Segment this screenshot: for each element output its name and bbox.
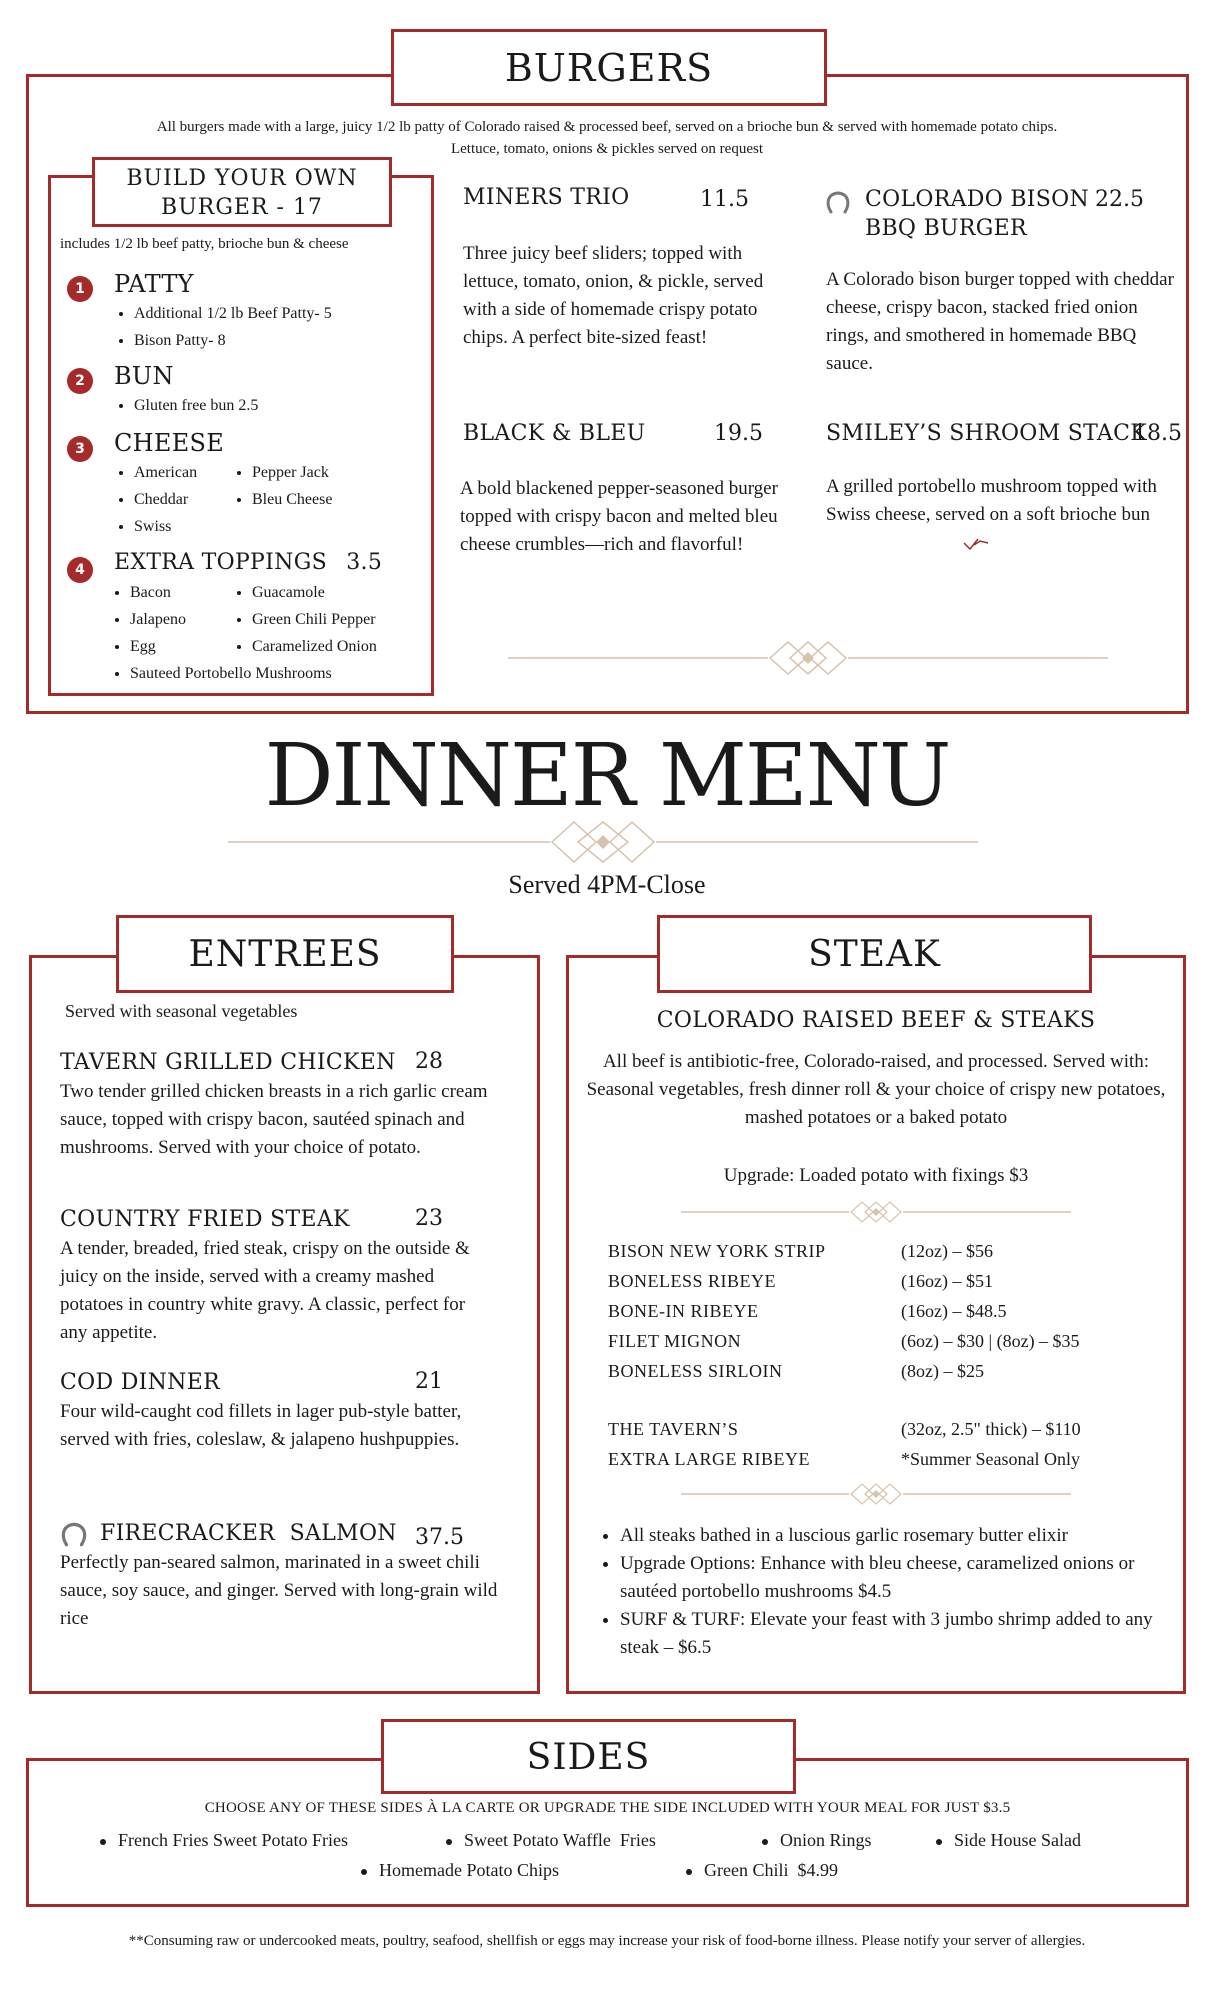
shroom-desc: A grilled portobello mushroom topped with Swiss cheese, served on a soft brioche bun bbox=[826, 476, 1157, 525]
list-item: • Cheddar bbox=[134, 486, 197, 513]
side-item: French Fries Sweet Potato Fries bbox=[118, 1830, 348, 1850]
steak-subtitle: COLORADO RAISED BEEF & STEAKS bbox=[656, 1008, 1096, 1033]
list-item bbox=[361, 1855, 559, 1885]
step-number-2: 2 bbox=[67, 368, 93, 394]
burgers-intro-line2: Lettuce, tomato, onions & pickles served on request bbox=[450, 141, 763, 157]
step-number-1: 1 bbox=[67, 276, 93, 302]
steak-title: STEAK bbox=[657, 915, 1092, 993]
table-row bbox=[608, 1444, 1168, 1474]
entree-desc: A tender, breaded, fried steak, crispy on the outside & juicy on the inside, served with a creamy mashed potatoes in country white gravy. A classic, perfect for any appetite. bbox=[60, 1238, 470, 1343]
miners-name: MINERS TRIO bbox=[463, 185, 630, 210]
byo-title-line2: BURGER - 17 bbox=[161, 195, 323, 220]
list-item: • SURF & TURF: Elevate your feast with 3 jumbo shrimp added to any steak – $6.5 bbox=[620, 1606, 1180, 1662]
entrees-note: Served with seasonal vegetables bbox=[65, 1001, 298, 1021]
shroom-name: SMILEY’S SHROOM STACK bbox=[826, 421, 1147, 446]
list-item: • All steaks bathed in a luscious garlic rosemary butter elixir bbox=[620, 1522, 1180, 1550]
list-item: • Egg bbox=[130, 633, 332, 660]
cut-price: (16oz) – $51 bbox=[901, 1271, 993, 1291]
entree-price: 28 bbox=[415, 1049, 443, 1074]
table-row bbox=[608, 1356, 1168, 1386]
list-item: • Swiss bbox=[134, 513, 197, 540]
step-number-4: 4 bbox=[67, 557, 93, 583]
list-item: • Bleu Cheese bbox=[252, 486, 332, 513]
cut-name: BISON NEW YORK STRIP bbox=[608, 1241, 826, 1261]
blackbleu-price: 19.5 bbox=[714, 421, 763, 446]
bullet-dot bbox=[762, 1839, 768, 1845]
list-item: • Jalapeno bbox=[130, 606, 332, 633]
table-row bbox=[608, 1236, 1168, 1266]
bun-list bbox=[114, 392, 258, 419]
dinner-title: DINNER MENU bbox=[264, 726, 950, 826]
entree-price: 23 bbox=[415, 1206, 443, 1231]
blackbleu-desc: A bold blackened pepper-seasoned burger topped with crispy bacon and melted bleu cheese crumbles—rich and flavorful! bbox=[460, 478, 778, 555]
cut-name: EXTRA LARGE RIBEYE bbox=[608, 1449, 810, 1469]
table-row bbox=[608, 1296, 1168, 1326]
patty-label: PATTY bbox=[114, 270, 194, 298]
entree-name: FIRECRACKER SALMON bbox=[100, 1521, 397, 1546]
cut-name: BONELESS RIBEYE bbox=[608, 1271, 777, 1291]
bison-price: 22.5 bbox=[1095, 187, 1144, 212]
list-item: • Guacamole bbox=[252, 579, 377, 606]
cut-name: BONELESS SIRLOIN bbox=[608, 1361, 783, 1381]
byo-title bbox=[92, 157, 392, 227]
entree-name: COUNTRY FRIED STEAK bbox=[60, 1207, 350, 1232]
cut-price: (32oz, 2.5" thick) – $110 bbox=[901, 1419, 1081, 1439]
list-item: • Pepper Jack bbox=[252, 459, 332, 486]
seasonal-note: *Summer Seasonal Only bbox=[901, 1449, 1080, 1469]
cheese-list-col2 bbox=[232, 459, 332, 513]
burgers-title: BURGERS bbox=[391, 29, 827, 106]
diamond-ornament-icon bbox=[681, 1482, 1071, 1511]
bullet-dot bbox=[446, 1839, 452, 1845]
list-item bbox=[446, 1825, 656, 1855]
steak-intro: All beef is antibiotic-free, Colorado-raised, and processed. Served with: Seasonal vegetables, fresh dinner roll & your choice of crispy new potatoes, mashed potatoes or a baked potato bbox=[586, 1051, 1166, 1128]
cut-price: (16oz) – $48.5 bbox=[901, 1301, 1007, 1321]
list-item: • Bison Patty- 8 bbox=[134, 327, 332, 354]
burgers-intro bbox=[40, 116, 1174, 160]
steak-bullets bbox=[600, 1522, 1180, 1662]
sides-title: SIDES bbox=[381, 1719, 796, 1794]
cut-name: FILET MIGNON bbox=[608, 1331, 742, 1351]
served-time: Served 4PM-Close bbox=[508, 870, 706, 899]
bison-name-line2: BBQ BURGER bbox=[865, 216, 1027, 241]
byo-includes: includes 1/2 lb beef patty, brioche bun & cheese bbox=[60, 236, 349, 252]
list-item bbox=[936, 1825, 1081, 1855]
list-item: • Upgrade Options: Enhance with bleu cheese, caramelized onions or sautéed portobello mushrooms $4.5 bbox=[620, 1550, 1180, 1606]
entree-price: 37.5 bbox=[415, 1525, 464, 1550]
list-item: • Additional 1/2 lb Beef Patty- 5 bbox=[134, 300, 332, 327]
side-item: Green Chili $4.99 bbox=[704, 1860, 838, 1880]
diamond-ornament-icon bbox=[508, 640, 1108, 681]
bison-desc: A Colorado bison burger topped with cheddar cheese, crispy bacon, stacked fried onion rings, and smothered in homemade BBQ sauce. bbox=[826, 269, 1174, 374]
side-item: Onion Rings bbox=[780, 1830, 872, 1850]
entree-name: TAVERN GRILLED CHICKEN bbox=[60, 1050, 396, 1075]
horseshoe-icon bbox=[824, 188, 852, 221]
entree-desc: Two tender grilled chicken breasts in a rich garlic cream sauce, topped with crispy bacon, sautéed spinach and mushrooms. Served with your choice of potato. bbox=[60, 1081, 488, 1158]
steak-upgrade: Upgrade: Loaded potato with fixings $3 bbox=[723, 1165, 1029, 1186]
bison-name bbox=[865, 185, 1089, 243]
bullet-dot bbox=[936, 1839, 942, 1845]
step-number-3: 3 bbox=[67, 436, 93, 462]
check-scribble-icon bbox=[962, 535, 990, 556]
bison-name-line1: COLORADO BISON bbox=[865, 187, 1090, 212]
shroom-price: 18.5 bbox=[1133, 421, 1182, 446]
cut-name: BONE-IN RIBEYE bbox=[608, 1301, 759, 1321]
cut-price: (6oz) – $30 | (8oz) – $35 bbox=[901, 1331, 1080, 1351]
list-item bbox=[686, 1855, 838, 1885]
side-item: Homemade Potato Chips bbox=[379, 1860, 559, 1880]
burgers-intro-line1: All burgers made with a large, juicy 1/2 lb patty of Colorado raised & processed beef, served on a brioche bun & served with homemade potato chips. bbox=[156, 119, 1058, 135]
allergy-disclaimer: **Consuming raw or undercooked meats, poultry, seafood, shellfish or eggs may increase your risk of food-borne illness. Please notify your server of allergies. bbox=[128, 1933, 1086, 1949]
miners-price: 11.5 bbox=[700, 187, 749, 212]
diamond-ornament-icon bbox=[681, 1200, 1071, 1229]
table-row bbox=[608, 1414, 1168, 1444]
cut-name: THE TAVERN’S bbox=[608, 1419, 739, 1439]
cheese-label: CHEESE bbox=[114, 429, 225, 457]
blackbleu-name: BLACK & BLEU bbox=[463, 421, 646, 446]
list-item: • Bacon bbox=[130, 579, 332, 606]
toppings-label bbox=[114, 550, 382, 575]
table-row bbox=[608, 1326, 1168, 1356]
list-item: • Sauteed Portobello Mushrooms bbox=[130, 660, 332, 687]
list-item: • Gluten free bun 2.5 bbox=[134, 392, 258, 419]
entree-desc: Four wild-caught cod fillets in lager pub-style batter, served with fries, coleslaw, & jalapeno hushpuppies. bbox=[60, 1401, 462, 1450]
steak-cuts-table bbox=[608, 1236, 1168, 1386]
toppings-label-text: EXTRA TOPPINGS bbox=[114, 550, 327, 575]
list-item: • Caramelized Onion bbox=[252, 633, 377, 660]
patty-list bbox=[114, 300, 332, 354]
list-item: • American bbox=[134, 459, 197, 486]
side-item: Sweet Potato Waffle Fries bbox=[464, 1830, 656, 1850]
entree-desc: Perfectly pan-seared salmon, marinated in a sweet chili sauce, soy sauce, and ginger. Served with long-grain wild rice bbox=[60, 1552, 498, 1629]
list-item: • Green Chili Pepper bbox=[252, 606, 377, 633]
cut-price: (8oz) – $25 bbox=[901, 1361, 984, 1381]
entree-price: 21 bbox=[415, 1369, 443, 1394]
miners-desc: Three juicy beef sliders; topped with lettuce, tomato, onion, & pickle, served with a side of homemade crispy potato chips. A perfect bite-sized feast! bbox=[463, 243, 764, 348]
tavern-ribeye bbox=[608, 1414, 1168, 1474]
toppings-price: 3.5 bbox=[346, 550, 383, 575]
bullet-dot bbox=[686, 1869, 692, 1875]
toppings-list-col2 bbox=[232, 579, 377, 660]
entree-name: COD DINNER bbox=[60, 1370, 220, 1395]
sides-note: CHOOSE ANY OF THESE SIDES À LA CARTE OR UPGRADE THE SIDE INCLUDED WITH YOUR MEAL FOR JUST $3.5 bbox=[204, 1800, 1011, 1816]
diamond-ornament-icon bbox=[228, 820, 978, 869]
list-item bbox=[100, 1825, 348, 1855]
side-item: Side House Salad bbox=[954, 1830, 1081, 1850]
byo-title-line1: BUILD YOUR OWN bbox=[126, 166, 358, 191]
cut-price: (12oz) – $56 bbox=[901, 1241, 993, 1261]
bun-label: BUN bbox=[114, 362, 174, 390]
bullet-dot bbox=[361, 1869, 367, 1875]
table-row bbox=[608, 1266, 1168, 1296]
entrees-title: ENTREES bbox=[116, 915, 454, 993]
cheese-list-col1 bbox=[114, 459, 197, 540]
list-item bbox=[762, 1825, 872, 1855]
bullet-dot bbox=[100, 1839, 106, 1845]
